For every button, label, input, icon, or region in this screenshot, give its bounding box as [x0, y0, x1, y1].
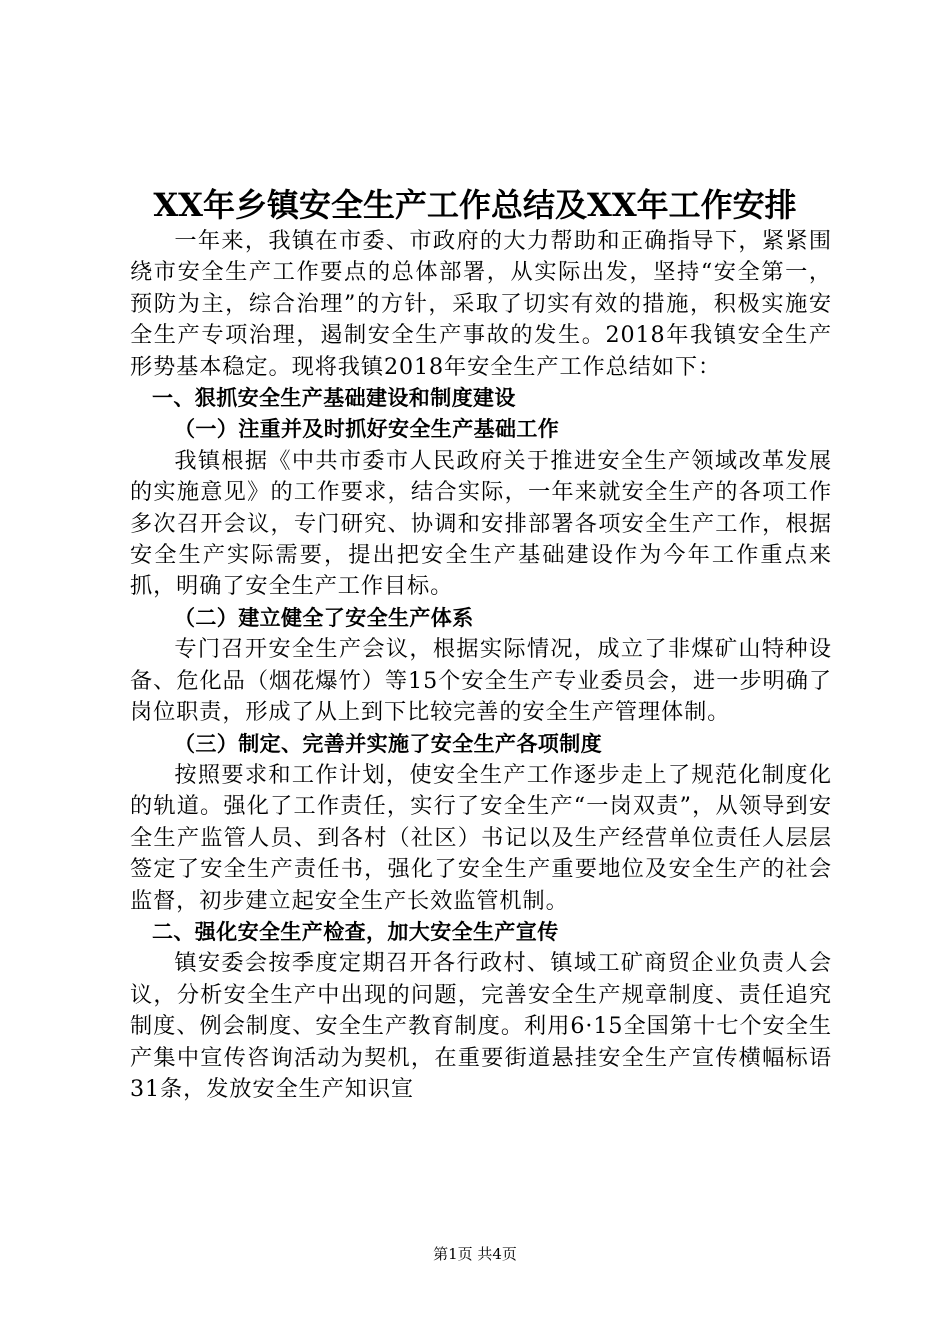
document-title: XX年乡镇安全生产工作总结及XX年工作安排 — [153, 186, 797, 224]
section1-heading: 一、狠抓安全生产基础建设和制度建设 — [152, 386, 516, 411]
page-footer: 第1页 共4页 — [433, 1245, 517, 1263]
section1-sub1-paragraph: 我镇根据《中共市委市人民政府关于推进安全生产领域改革发展的实施意见》的工作要求，结合实际，一年来就安全生产的各项工作多次召开会议，专门研究、协调和安排部署各项安全生产工作，根据安全生产实际需要，提出把安全生产基础建设作为今年工作重点来抓，明确了安全生产工作目标。 — [130, 447, 832, 600]
section1-sub1-heading: （一）注重并及时抓好安全生产基础工作 — [174, 417, 560, 442]
section2-heading: 二、强化安全生产检查，加大安全生产宣传 — [152, 919, 559, 944]
section1-sub3-heading: （三）制定、完善并实施了安全生产各项制度 — [174, 731, 602, 756]
section1-sub3-paragraph: 按照要求和工作计划，使安全生产工作逐步走上了规范化制度化的轨道。强化了工作责任，实行了安全生产“一岗双责”，从领导到安全生产监管人员、到各村（社区）书记以及生产经营单位责任人层层签定了安全生产责任书，强化了安全生产重要地位及安全生产的社会监督，初步建立起安全生产长效监管机制。 — [130, 761, 832, 914]
section1-sub2-paragraph: 专门召开安全生产会议，根据实际情况，成立了非煤矿山特种设备、危化品（烟花爆竹）等15个安全生产专业委员会，进一步明确了岗位职责，形成了从上到下比较完善的安全生产管理体制。 — [130, 636, 832, 726]
document-body — [130, 226, 832, 1105]
section1-sub2-heading: （二）建立健全了安全生产体系 — [174, 605, 474, 630]
intro-paragraph: 一年来，我镇在市委、市政府的大力帮助和正确指导下，紧紧围绕市安全生产工作要点的总体部署，从实际出发，坚持“安全第一，预防为主，综合治理”的方针，采取了切实有效的措施，积极实施安全生产专项治理，遏制安全生产事故的发生。2018年我镇安全生产形势基本稳定。现将我镇2018年安全生产工作总结如下： — [130, 228, 832, 380]
section2-paragraph: 镇安委会按季度定期召开各行政村、镇域工矿商贸企业负责人会议，分析安全生产中出现的问题，完善安全生产规章制度、责任追究制度、例会制度、安全生产教育制度。利用6·15全国第十七个安全生产集中宣传咨询活动为契机，在重要街道悬挂安全生产宣传横幅标语31条，发放安全生产知识宣 — [130, 950, 832, 1102]
